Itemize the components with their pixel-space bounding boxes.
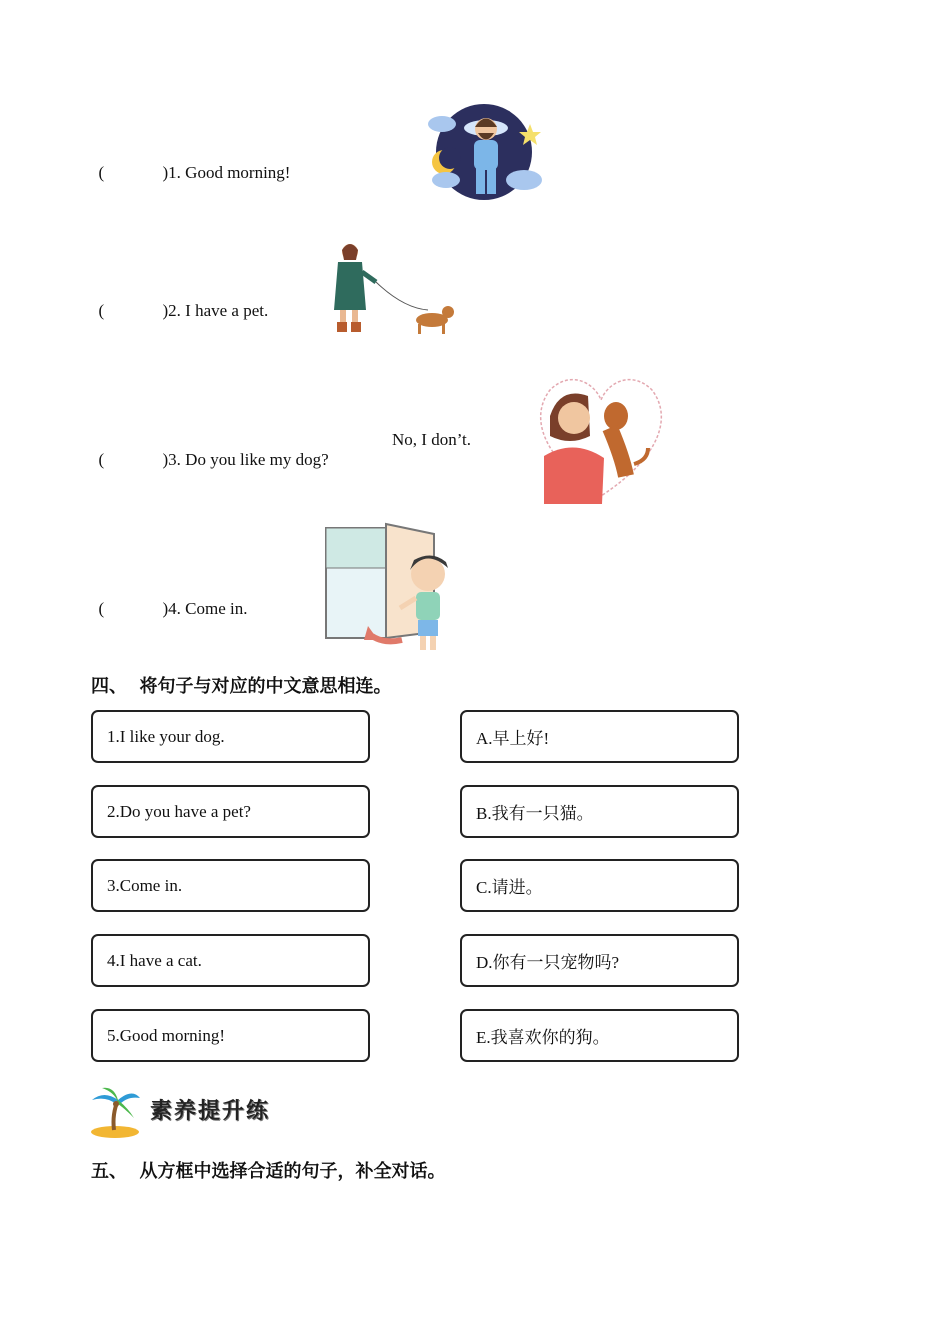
section-4-title: 四、 将句子与对应的中文意思相连。 <box>91 676 392 697</box>
question-1 <box>90 143 290 183</box>
match-left-4[interactable]: 4.I have a cat. <box>91 934 370 987</box>
question-text: )3. Do you like my dog? <box>162 450 329 469</box>
match-right-e[interactable]: E.我喜欢你的狗。 <box>460 1009 739 1062</box>
question-3 <box>90 430 472 490</box>
match-left-1[interactable]: 1.I like your dog. <box>91 710 370 763</box>
question-text: )4. Come in. <box>162 599 248 618</box>
sleeping-man-illustration <box>424 102 546 204</box>
match-left-2[interactable]: 2.Do you have a pet? <box>91 785 370 838</box>
answer-blank[interactable]: ( <box>98 163 105 182</box>
section-5-title: 五、 从方框中选择合适的句子，补全对话。 <box>91 1161 446 1182</box>
boy-at-door-illustration <box>322 520 454 656</box>
girl-walking-dog-illustration <box>328 238 458 338</box>
answer-blank[interactable]: ( <box>98 450 105 469</box>
palm-tree-icon <box>88 1086 142 1138</box>
woman-kissing-dog-illustration <box>530 376 672 504</box>
match-left-3[interactable]: 3.Come in. <box>91 859 370 912</box>
match-right-c[interactable]: C.请进。 <box>460 859 739 912</box>
question-text: )2. I have a pet. <box>162 301 269 320</box>
match-right-a[interactable]: A.早上好! <box>460 710 739 763</box>
question-text: )1. Good morning! <box>162 163 291 182</box>
banner-title: 素养提升练 <box>150 1099 271 1124</box>
question-2 <box>90 281 268 321</box>
question-4 <box>90 579 248 619</box>
match-right-b[interactable]: B.我有一只猫。 <box>460 785 739 838</box>
answer-blank[interactable]: ( <box>98 599 105 618</box>
answer-blank[interactable]: ( <box>98 301 105 320</box>
match-right-d[interactable]: D.你有一只宠物吗? <box>460 934 739 987</box>
match-left-5[interactable]: 5.Good morning! <box>91 1009 370 1062</box>
question-response: No, I don’t. <box>392 430 472 449</box>
